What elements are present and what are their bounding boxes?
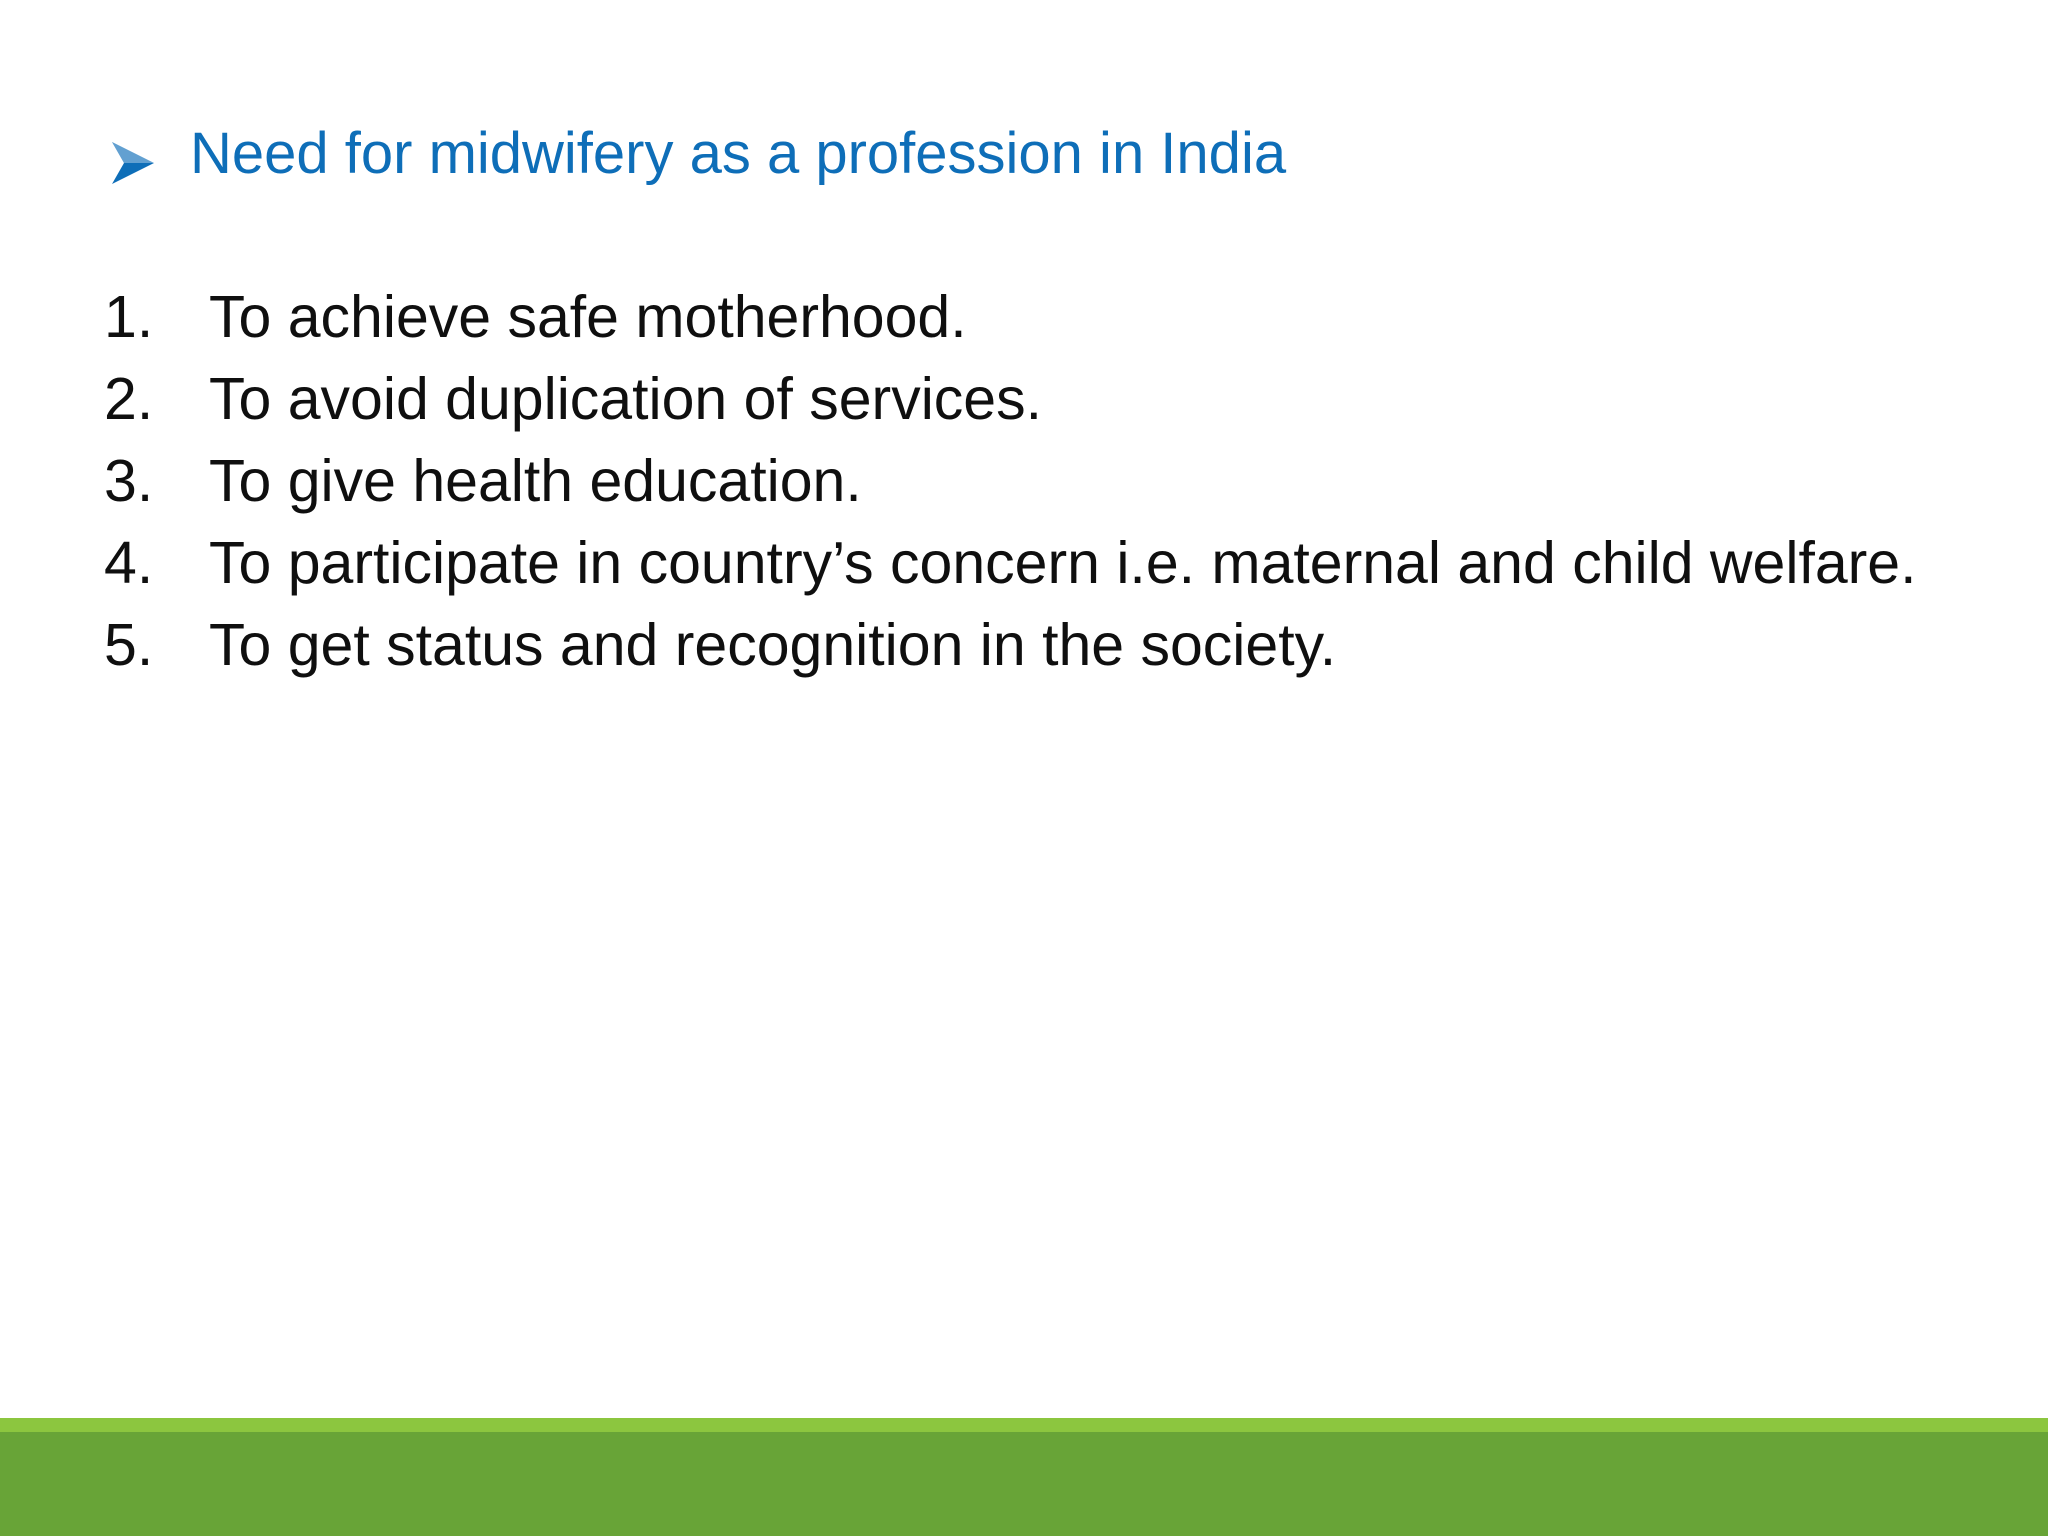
list-item [104, 276, 1964, 358]
list-item [104, 604, 1964, 686]
list-item [104, 440, 1964, 522]
footer-band [0, 1418, 2048, 1536]
list-item-number: 1. [104, 284, 154, 350]
list-item-number: 3. [104, 448, 154, 514]
list-item-text: To get status and recognition in the society. [209, 612, 1337, 678]
list-item-number: 4. [104, 530, 154, 596]
list-item [104, 358, 1964, 440]
footer-stripe [0, 1418, 2048, 1432]
list-item-text: To avoid duplication of services. [209, 366, 1043, 432]
arrow-bullet-icon [108, 129, 158, 179]
list-item-text: To participate in country’s concern i.e. maternal and child welfare. [209, 530, 1917, 596]
heading-text: Need for midwifery as a profession in India [190, 121, 1287, 186]
list-item [104, 522, 1964, 604]
list-item-number: 2. [104, 366, 154, 432]
slide-heading [108, 114, 1286, 194]
list-item-text: To achieve safe motherhood. [209, 284, 967, 350]
list-item-number: 5. [104, 612, 154, 678]
list-item-text: To give health education. [209, 448, 862, 514]
numbered-list [104, 276, 1964, 686]
